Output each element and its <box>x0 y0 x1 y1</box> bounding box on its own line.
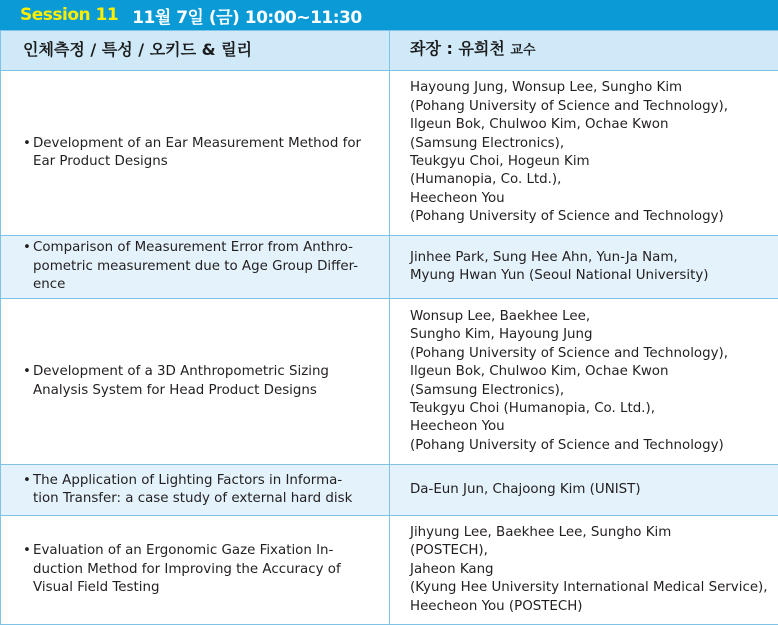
paper-title-line: Visual Field Testing <box>33 579 341 597</box>
paper-title-line: The Application of Lighting Factors in Informa- <box>33 472 352 490</box>
paper-list <box>1 71 778 625</box>
paper-title-cell <box>1 71 390 236</box>
author-line: (Samsung Electronics), <box>410 135 770 153</box>
paper-authors-cell <box>390 71 778 236</box>
paper-authors-cell <box>390 516 778 625</box>
author-line: Jaheon Kang <box>410 561 770 579</box>
author-line: Sungho Kim, Hayoung Jung <box>410 326 770 344</box>
author-line: (POSTECH), <box>410 542 770 560</box>
paper-title-line: Comparison of Measurement Error from Anthro- <box>33 239 358 257</box>
session-topic: 인체측정 / 특성 / 오키드 & 릴리 <box>1 31 390 71</box>
author-line: Ilgeun Bok, Chulwoo Kim, Ochae Kwon <box>410 363 770 381</box>
paper-title-cell <box>1 299 390 465</box>
paper-title-line: tion Transfer: a case study of external hard disk <box>33 490 352 508</box>
author-line: Heecheon You <box>410 190 770 208</box>
session-datetime: 11월 7일 (금) 10:00~11:30 <box>132 3 362 28</box>
author-line: (Pohang University of Science and Technology) <box>410 437 770 455</box>
table-header-row <box>1 31 778 71</box>
paper-title-line: Ear Product Designs <box>33 153 361 171</box>
paper-title <box>33 239 358 294</box>
session-header-bar <box>0 0 778 30</box>
paper-title-cell <box>1 465 390 516</box>
author-line: Heecheon You <box>410 418 770 436</box>
author-line: Teukgyu Choi (Humanopia, Co. Ltd.), <box>410 400 770 418</box>
author-line: (Kyung Hee University International Medical Service), <box>410 579 770 597</box>
author-line: Da-Eun Jun, Chajoong Kim (UNIST) <box>410 481 770 499</box>
paper-title-cell <box>1 236 390 299</box>
paper-title-cell <box>1 516 390 625</box>
author-line: (Pohang University of Science and Technology), <box>410 345 770 363</box>
author-line: Ilgeun Bok, Chulwoo Kim, Ochae Kwon <box>410 116 770 134</box>
paper-authors-cell <box>390 236 778 299</box>
paper-authors-cell <box>390 465 778 516</box>
paper-authors-cell <box>390 299 778 465</box>
paper-title-line: pometric measurement due to Age Group Differ- <box>33 258 358 276</box>
paper-title-line: duction Method for Improving the Accuracy of <box>33 561 341 579</box>
author-line: Wonsup Lee, Baekhee Lee, <box>410 308 770 326</box>
paper-title-line: Development of an Ear Measurement Method for <box>33 135 361 153</box>
author-line: Jihyung Lee, Baekhee Lee, Sungho Kim <box>410 524 770 542</box>
author-line: (Pohang University of Science and Technology) <box>410 208 770 226</box>
bullet-icon: • <box>23 472 33 509</box>
chair-name: 좌장 : 유희천 <box>410 39 505 58</box>
author-line: (Samsung Electronics), <box>410 382 770 400</box>
paper-title-line: ence <box>33 276 358 294</box>
paper-title <box>33 472 352 509</box>
author-line: (Humanopia, Co. Ltd.), <box>410 171 770 189</box>
session-chair <box>390 31 778 71</box>
bullet-icon: • <box>23 363 33 400</box>
author-line: Myung Hwan Yun (Seoul National University) <box>410 267 770 285</box>
session-program-table <box>0 30 778 625</box>
bullet-icon: • <box>23 239 33 294</box>
table-row <box>1 236 778 299</box>
table-row <box>1 299 778 465</box>
author-line: (Pohang University of Science and Technology), <box>410 98 770 116</box>
paper-title <box>33 135 361 172</box>
paper-title-line: Analysis System for Head Product Designs <box>33 382 329 400</box>
table-row <box>1 516 778 625</box>
paper-title-line: Evaluation of an Ergonomic Gaze Fixation In- <box>33 542 341 560</box>
paper-title-line: Development of a 3D Anthropometric Sizing <box>33 363 329 381</box>
paper-title <box>33 363 329 400</box>
author-line: Jinhee Park, Sung Hee Ahn, Yun-Ja Nam, <box>410 249 770 267</box>
session-label: Session 11 <box>20 5 118 25</box>
author-line: Heecheon You (POSTECH) <box>410 598 770 616</box>
chair-title: 교수 <box>510 43 535 58</box>
bullet-icon: • <box>23 542 33 597</box>
author-line: Hayoung Jung, Wonsup Lee, Sungho Kim <box>410 79 770 97</box>
bullet-icon: • <box>23 135 33 172</box>
author-line: Teukgyu Choi, Hogeun Kim <box>410 153 770 171</box>
paper-title <box>33 542 341 597</box>
table-row <box>1 71 778 236</box>
table-row <box>1 465 778 516</box>
